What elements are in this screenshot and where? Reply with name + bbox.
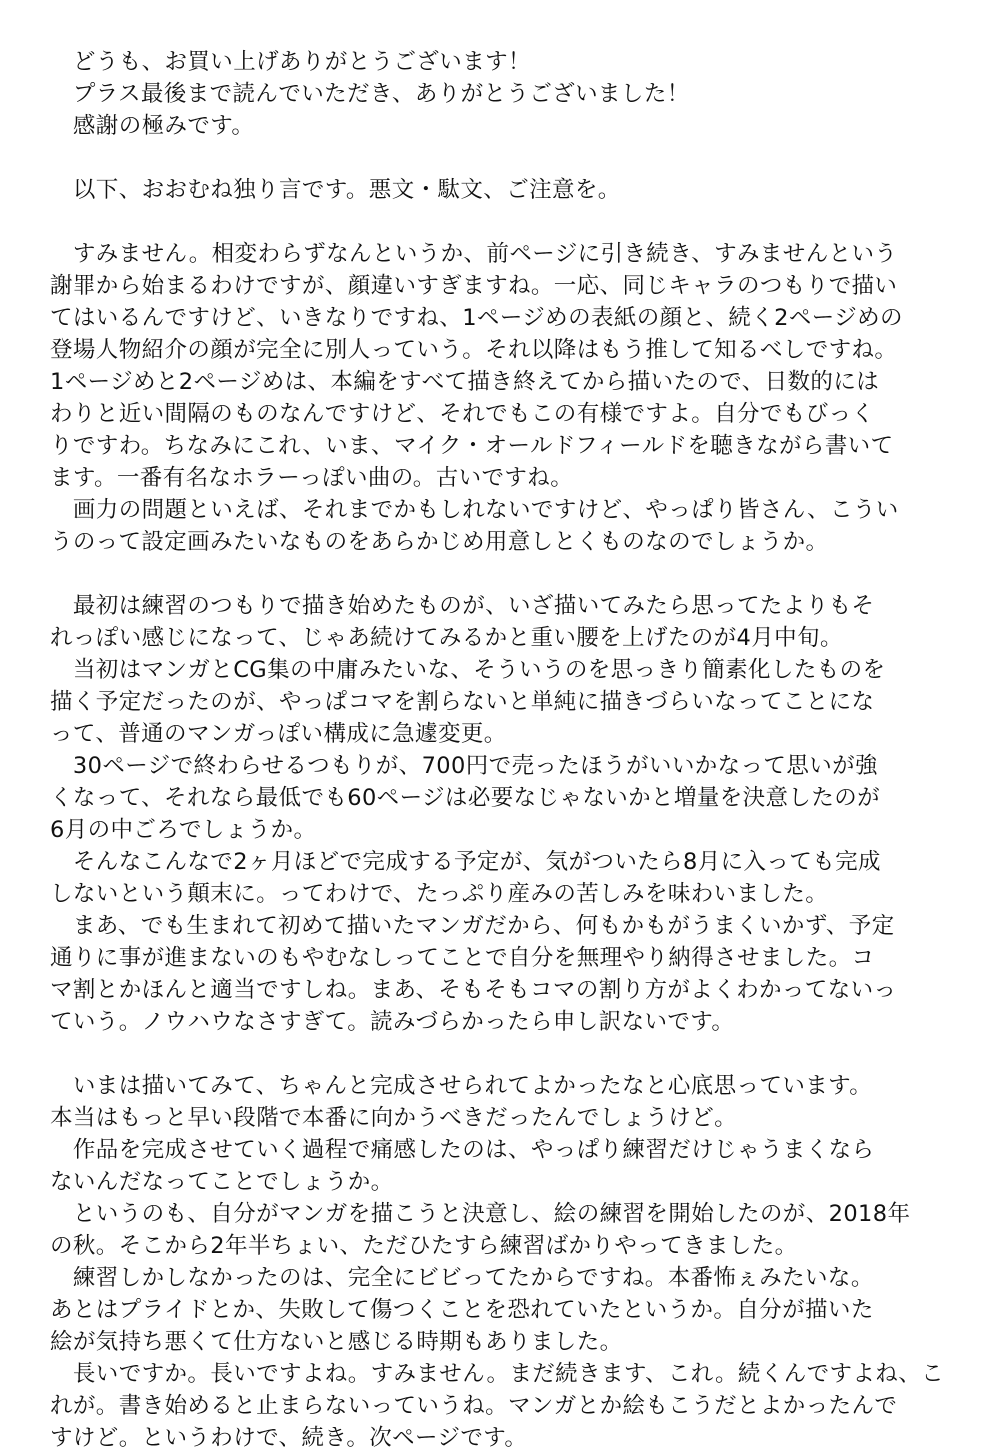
paragraph bbox=[50, 46, 950, 142]
paragraph-gap bbox=[50, 1038, 950, 1070]
text-line: プラス最後まで読んでいただき、ありがとうございました！ bbox=[50, 81, 690, 107]
text-line: 最初は練習のつもりで描き始めたものが、いざ描いてみたら思ってたよりもそ bbox=[50, 593, 875, 619]
text-line: すけど。というわけで、続き。次ページです。 bbox=[50, 1425, 528, 1451]
text-line: というのも、自分がマンガを描こうと決意し、絵の練習を開始したのが、2018年 bbox=[50, 1201, 911, 1227]
text-line: すみません。相変わらずなんというか、前ページに引き続き、すみませんという bbox=[50, 241, 898, 267]
text-line: ていう。ノウハウなさすぎて。読みづらかったら申し訳ないです。 bbox=[50, 1009, 735, 1035]
paragraph-gap bbox=[50, 142, 950, 174]
paragraph bbox=[50, 174, 950, 206]
text-line: いまは描いてみて、ちゃんと完成させられてよかったなと心底思っています。 bbox=[50, 1073, 873, 1099]
text-line: れが。書き始めると止まらないっていうね。マンガとか絵もこうだとよかったんで bbox=[50, 1393, 898, 1419]
text-line: って、普通のマンガっぽい構成に急遽変更。 bbox=[50, 721, 507, 747]
text-line: 30ページで終わらせるつもりが、700円で売ったほうがいいかなって思いが強 bbox=[50, 753, 878, 779]
text-line: てはいるんですけど、いきなりですね、1ページめの表紙の顔と、続く2ページめの bbox=[50, 305, 903, 331]
text-line: 作品を完成させていく過程で痛感したのは、やっぱり練習だけじゃうまくなら bbox=[50, 1137, 875, 1163]
text-line: ないんだなってことでしょうか。 bbox=[50, 1169, 394, 1195]
text-line: 長いですか。長いですよね。すみません。まだ続きます、これ。続くんですよね、こ bbox=[50, 1361, 945, 1387]
text-line: 本当はもっと早い段階で本番に向かうべきだったんでしょうけど。 bbox=[50, 1105, 738, 1131]
text-line: の秋。そこから2年半ちょい、ただひたすら練習ばかりやってきました。 bbox=[50, 1233, 798, 1259]
text-line: 1ページめと2ページめは、本編をすべて描き終えてから描いたので、日数的には bbox=[50, 369, 880, 395]
text-line: まあ、でも生まれて初めて描いたマンガだから、何もかもがうまくいかず、予定 bbox=[50, 913, 895, 939]
text-line: あとはプライドとか、失敗して傷つくことを恐れていたというか。自分が描いた bbox=[50, 1297, 874, 1323]
body-text bbox=[50, 46, 950, 1454]
text-line: りですわ。ちなみにこれ、いま、マイク・オールドフィールドを聴きながら書いて bbox=[50, 433, 894, 459]
paragraph bbox=[50, 590, 950, 1038]
text-line: 登場人物紹介の顔が完全に別人っていう。それ以降はもう推して知るべしですね。 bbox=[50, 337, 898, 363]
text-line: 練習しかしなかったのは、完全にビビってたからですね。本番怖ぇみたいな。 bbox=[50, 1265, 874, 1291]
text-line: 以下、おおむね独り言です。悪文・駄文、ご注意を。 bbox=[50, 177, 621, 203]
text-line: 謝罪から始まるわけですが、顔違いすぎますね。一応、同じキャラのつもりで描い bbox=[50, 273, 898, 299]
text-line: しないという顛末に。ってわけで、たっぷり産みの苦しみを味わいました。 bbox=[50, 881, 829, 907]
paragraph bbox=[50, 238, 950, 558]
text-line: くなって、それなら最低でも60ページは必要なじゃないかと増量を決意したのが bbox=[50, 785, 881, 811]
text-line: 感謝の極みです。 bbox=[50, 113, 255, 139]
text-line: どうも、お買い上げありがとうございます！ bbox=[50, 49, 531, 75]
text-line: 6月の中ごろでしょうか。 bbox=[50, 817, 317, 843]
text-line: そんなこんなで2ヶ月ほどで完成する予定が、気がついたら8月に入っても完成 bbox=[50, 849, 881, 875]
text-line: れっぽい感じになって、じゃあ続けてみるかと重い腰を上げたのが4月中旬。 bbox=[50, 625, 843, 651]
paragraph-gap bbox=[50, 558, 950, 590]
paragraph bbox=[50, 1070, 950, 1454]
text-line: 通りに事が進まないのもやむなしってことで自分を無理やり納得させました。コ bbox=[50, 945, 875, 971]
paragraph-gap bbox=[50, 206, 950, 238]
text-line: 当初はマンガとCG集の中庸みたいな、そういうのを思っきり簡素化したものを bbox=[50, 657, 886, 683]
text-line: マ割とかほんと適当ですしね。まあ、そもそもコマの割り方がよくわかってないっ bbox=[50, 977, 897, 1003]
text-line: 絵が気持ち悪くて仕方ないと感じる時期もありました。 bbox=[50, 1329, 623, 1355]
text-line: 描く予定だったのが、やっぱコマを割らないと単純に描きづらいなってことにな bbox=[50, 689, 875, 715]
text-line: うのって設定画みたいなものをあらかじめ用意しとくものなのでしょうか。 bbox=[50, 529, 829, 555]
text-line: 画力の問題といえば、それまでかもしれないですけど、やっぱり皆さん、こうい bbox=[50, 497, 899, 523]
text-line: わりと近い間隔のものなんですけど、それでもこの有様ですよ。自分でもびっく bbox=[50, 401, 875, 427]
text-line: ます。一番有名なホラーっぽい曲の。古いですね。 bbox=[50, 465, 574, 491]
